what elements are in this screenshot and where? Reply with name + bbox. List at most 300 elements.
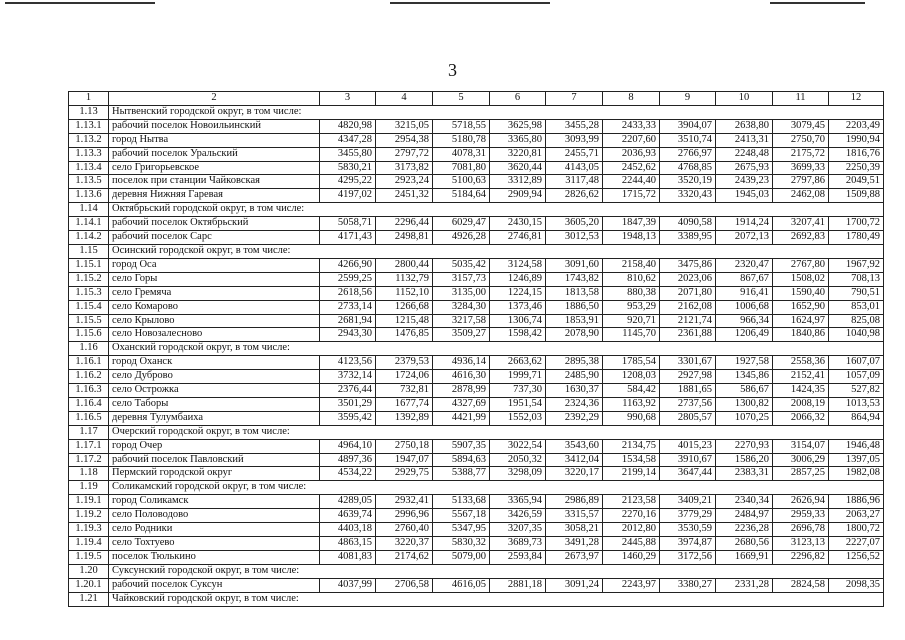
value-cell: 2250,39: [829, 161, 884, 175]
value-cell: 1946,48: [829, 439, 884, 453]
value-cell: 1208,03: [603, 370, 660, 384]
value-cell: 2248,48: [716, 147, 773, 161]
district-name: Октябрьский городской округ, в том числе:: [109, 203, 884, 217]
value-cell: 3006,29: [773, 453, 829, 467]
value-cell: 2663,62: [490, 356, 546, 370]
value-cell: 1813,58: [546, 286, 603, 300]
settlement-name: рабочий поселок Октябрьский: [109, 217, 320, 231]
value-cell: 1586,20: [716, 453, 773, 467]
district-name: Чайковский городской округ, в том числе:: [109, 592, 884, 606]
value-cell: 3620,44: [490, 161, 546, 175]
value-cell: 4289,05: [320, 495, 376, 509]
table-row: [69, 384, 884, 398]
value-cell: 2954,38: [376, 133, 433, 147]
value-cell: 1590,40: [773, 286, 829, 300]
value-cell: 5830,32: [433, 537, 490, 551]
value-cell: 1715,72: [603, 189, 660, 203]
value-cell: 2826,62: [546, 189, 603, 203]
value-cell: 5079,00: [433, 550, 490, 564]
value-cell: 3220,37: [376, 537, 433, 551]
value-cell: 3491,28: [546, 537, 603, 551]
value-cell: 4078,31: [433, 147, 490, 161]
value-cell: 2331,28: [716, 578, 773, 592]
settlement-name: поселок Тюлькино: [109, 550, 320, 564]
table-row: [69, 578, 884, 592]
table-row: [69, 161, 884, 175]
district-name: Суксунский городской округ, в том числе:: [109, 564, 884, 578]
row-code: 1.16.3: [69, 384, 109, 398]
row-code: 1.15.3: [69, 286, 109, 300]
column-header: 4: [376, 92, 433, 106]
value-cell: 2593,84: [490, 550, 546, 564]
value-cell: 3217,58: [433, 314, 490, 328]
settlement-name: город Соликамск: [109, 495, 320, 509]
value-cell: 2455,71: [546, 147, 603, 161]
value-cell: 2320,47: [716, 258, 773, 272]
value-cell: 1948,13: [603, 231, 660, 245]
settlement-name: город Очер: [109, 439, 320, 453]
value-cell: 2243,97: [603, 578, 660, 592]
value-cell: 3389,95: [660, 231, 716, 245]
value-cell: 2675,93: [716, 161, 773, 175]
district-name: Оханский городской округ, в том числе:: [109, 342, 884, 356]
value-cell: 1152,10: [376, 286, 433, 300]
value-cell: 2681,94: [320, 314, 376, 328]
value-cell: 1040,98: [829, 328, 884, 342]
settlement-name: село Дуброво: [109, 370, 320, 384]
settlement-name: город Оханск: [109, 356, 320, 370]
value-cell: 1947,07: [376, 453, 433, 467]
value-cell: 1057,09: [829, 370, 884, 384]
value-cell: 2805,57: [660, 411, 716, 425]
value-cell: 2023,06: [660, 272, 716, 286]
value-cell: 1853,91: [546, 314, 603, 328]
value-cell: 2558,36: [773, 356, 829, 370]
settlement-name: Пермский городской округ: [109, 467, 320, 481]
value-cell: 2207,60: [603, 133, 660, 147]
value-cell: 5035,42: [433, 258, 490, 272]
value-cell: 3091,60: [546, 258, 603, 272]
value-cell: 4123,56: [320, 356, 376, 370]
column-header: 6: [490, 92, 546, 106]
value-cell: 5100,63: [433, 175, 490, 189]
value-cell: 4863,15: [320, 537, 376, 551]
value-cell: 2923,24: [376, 175, 433, 189]
settlement-name: рабочий поселок Павловский: [109, 453, 320, 467]
value-cell: 3117,48: [546, 175, 603, 189]
value-cell: 3315,57: [546, 509, 603, 523]
value-cell: 2012,80: [603, 523, 660, 537]
value-cell: 2927,98: [660, 370, 716, 384]
row-code: 1.13.4: [69, 161, 109, 175]
column-header: 3: [320, 92, 376, 106]
value-cell: 1886,50: [546, 300, 603, 314]
settlement-name: село Крылово: [109, 314, 320, 328]
value-cell: 1677,74: [376, 397, 433, 411]
value-cell: 1306,74: [490, 314, 546, 328]
value-cell: 1132,79: [376, 272, 433, 286]
value-cell: 3779,29: [660, 509, 716, 523]
value-cell: 1780,49: [829, 231, 884, 245]
table-row: [69, 133, 884, 147]
value-cell: 2452,62: [603, 161, 660, 175]
district-name: Соликамский городской округ, в том числе:: [109, 481, 884, 495]
settlement-name: рабочий поселок Суксун: [109, 578, 320, 592]
row-code: 1.20.1: [69, 578, 109, 592]
value-cell: 4534,22: [320, 467, 376, 481]
value-cell: 2986,89: [546, 495, 603, 509]
row-code: 1.15: [69, 244, 109, 258]
value-cell: 990,68: [603, 411, 660, 425]
column-header: 10: [716, 92, 773, 106]
value-cell: 3012,53: [546, 231, 603, 245]
value-cell: 3093,99: [546, 133, 603, 147]
value-cell: 2066,32: [773, 411, 829, 425]
table-row: [69, 411, 884, 425]
value-cell: 3284,30: [433, 300, 490, 314]
row-code: 1.13.5: [69, 175, 109, 189]
value-cell: 790,51: [829, 286, 884, 300]
row-code: 1.19.3: [69, 523, 109, 537]
settlement-name: село Новозалесново: [109, 328, 320, 342]
table-row: [69, 523, 884, 537]
row-code: 1.13.6: [69, 189, 109, 203]
value-cell: 1840,86: [773, 328, 829, 342]
value-cell: 1630,37: [546, 384, 603, 398]
value-cell: 3543,60: [546, 439, 603, 453]
value-cell: 5133,68: [433, 495, 490, 509]
value-cell: 2929,75: [376, 467, 433, 481]
value-cell: 2485,90: [546, 370, 603, 384]
value-cell: 4616,30: [433, 370, 490, 384]
value-cell: 4897,36: [320, 453, 376, 467]
value-cell: 3530,59: [660, 523, 716, 537]
value-cell: 2857,25: [773, 467, 829, 481]
value-cell: 1224,15: [490, 286, 546, 300]
value-cell: 1460,29: [603, 550, 660, 564]
value-cell: 3509,27: [433, 328, 490, 342]
value-cell: 2036,93: [603, 147, 660, 161]
value-cell: 2134,75: [603, 439, 660, 453]
value-cell: 1509,88: [829, 189, 884, 203]
value-cell: 1951,54: [490, 397, 546, 411]
value-cell: 3426,59: [490, 509, 546, 523]
value-cell: 867,67: [716, 272, 773, 286]
value-cell: 1914,24: [716, 217, 773, 231]
value-cell: 4926,28: [433, 231, 490, 245]
row-code: 1.14: [69, 203, 109, 217]
value-cell: 586,67: [716, 384, 773, 398]
value-cell: 1300,82: [716, 397, 773, 411]
value-cell: 4015,23: [660, 439, 716, 453]
value-cell: 1070,25: [716, 411, 773, 425]
value-cell: 3312,89: [490, 175, 546, 189]
value-cell: 1927,58: [716, 356, 773, 370]
table-row: [69, 147, 884, 161]
value-cell: 1373,46: [490, 300, 546, 314]
value-cell: 1669,91: [716, 550, 773, 564]
value-cell: 1886,96: [829, 495, 884, 509]
settlement-name: рабочий поселок Сарс: [109, 231, 320, 245]
value-cell: 916,41: [716, 286, 773, 300]
row-code: 1.14.1: [69, 217, 109, 231]
table-row: [69, 550, 884, 564]
row-code: 1.16.4: [69, 397, 109, 411]
value-cell: 5894,63: [433, 453, 490, 467]
value-cell: 3904,07: [660, 119, 716, 133]
row-code: 1.17.1: [69, 439, 109, 453]
district-name: Осинский городской округ, в том числе:: [109, 244, 884, 258]
value-cell: 2943,30: [320, 328, 376, 342]
value-cell: 2098,35: [829, 578, 884, 592]
value-cell: 3207,35: [490, 523, 546, 537]
value-cell: 2599,25: [320, 272, 376, 286]
value-cell: 2072,13: [716, 231, 773, 245]
value-cell: 4964,10: [320, 439, 376, 453]
value-cell: 2152,41: [773, 370, 829, 384]
settlement-name: рабочий поселок Уральский: [109, 147, 320, 161]
table-row: [69, 328, 884, 342]
value-cell: 4936,14: [433, 356, 490, 370]
value-cell: 853,01: [829, 300, 884, 314]
value-cell: 1816,76: [829, 147, 884, 161]
value-cell: 4820,98: [320, 119, 376, 133]
value-cell: 732,81: [376, 384, 433, 398]
value-cell: 2692,83: [773, 231, 829, 245]
value-cell: 5058,71: [320, 217, 376, 231]
section-row: [69, 425, 884, 439]
value-cell: 2766,97: [660, 147, 716, 161]
value-cell: 1206,49: [716, 328, 773, 342]
table-row: [69, 439, 884, 453]
value-cell: 3365,80: [490, 133, 546, 147]
value-cell: 3022,54: [490, 439, 546, 453]
settlement-name: город Нытва: [109, 133, 320, 147]
value-cell: 3220,81: [490, 147, 546, 161]
value-cell: 2296,44: [376, 217, 433, 231]
value-cell: 2340,34: [716, 495, 773, 509]
settlement-name: село Горы: [109, 272, 320, 286]
value-cell: 5567,18: [433, 509, 490, 523]
top-rule-mid: [390, 2, 550, 4]
value-cell: 3412,04: [546, 453, 603, 467]
value-cell: 737,30: [490, 384, 546, 398]
value-cell: 3475,86: [660, 258, 716, 272]
row-code: 1.13.2: [69, 133, 109, 147]
table-row: [69, 286, 884, 300]
value-cell: 2673,97: [546, 550, 603, 564]
settlement-name: село Родники: [109, 523, 320, 537]
value-cell: 3135,00: [433, 286, 490, 300]
row-code: 1.13.1: [69, 119, 109, 133]
value-cell: 3079,45: [773, 119, 829, 133]
value-cell: 7081,80: [433, 161, 490, 175]
column-header: 11: [773, 92, 829, 106]
page-number: 3: [448, 60, 457, 80]
value-cell: 4347,28: [320, 133, 376, 147]
value-cell: 1476,85: [376, 328, 433, 342]
value-cell: 1982,08: [829, 467, 884, 481]
settlement-name: село Таборы: [109, 397, 320, 411]
table-row: [69, 397, 884, 411]
value-cell: 1256,52: [829, 550, 884, 564]
value-cell: 3647,44: [660, 467, 716, 481]
value-cell: 2680,56: [716, 537, 773, 551]
value-cell: 1999,71: [490, 370, 546, 384]
value-cell: 2071,80: [660, 286, 716, 300]
value-cell: 2881,18: [490, 578, 546, 592]
tariff-table: [68, 91, 884, 607]
table-row: [69, 175, 884, 189]
value-cell: 2227,07: [829, 537, 884, 551]
value-cell: 2797,86: [773, 175, 829, 189]
section-row: [69, 244, 884, 258]
value-cell: 1397,05: [829, 453, 884, 467]
value-cell: 2462,08: [773, 189, 829, 203]
value-cell: 2158,40: [603, 258, 660, 272]
row-code: 1.15.5: [69, 314, 109, 328]
value-cell: 1266,68: [376, 300, 433, 314]
value-cell: 3124,58: [490, 258, 546, 272]
column-header: 1: [69, 92, 109, 106]
settlement-name: село Тохтуево: [109, 537, 320, 551]
value-cell: 2236,28: [716, 523, 773, 537]
value-cell: 1743,82: [546, 272, 603, 286]
value-cell: 3520,19: [660, 175, 716, 189]
table-row: [69, 258, 884, 272]
value-cell: 2750,18: [376, 439, 433, 453]
value-cell: 1652,90: [773, 300, 829, 314]
row-code: 1.18: [69, 467, 109, 481]
section-row: [69, 105, 884, 119]
value-cell: 2063,27: [829, 509, 884, 523]
value-cell: 880,38: [603, 286, 660, 300]
value-cell: 2392,29: [546, 411, 603, 425]
value-cell: 2895,38: [546, 356, 603, 370]
value-cell: 2078,90: [546, 328, 603, 342]
row-code: 1.19.2: [69, 509, 109, 523]
value-cell: 1598,42: [490, 328, 546, 342]
value-cell: 2618,56: [320, 286, 376, 300]
column-header: 9: [660, 92, 716, 106]
value-cell: 1552,03: [490, 411, 546, 425]
row-code: 1.16.2: [69, 370, 109, 384]
value-cell: 1163,92: [603, 397, 660, 411]
value-cell: 4081,83: [320, 550, 376, 564]
value-cell: 3301,67: [660, 356, 716, 370]
value-cell: 3154,07: [773, 439, 829, 453]
table-row: [69, 537, 884, 551]
table-body: [69, 92, 884, 607]
row-code: 1.15.2: [69, 272, 109, 286]
value-cell: 1607,07: [829, 356, 884, 370]
table-row: [69, 356, 884, 370]
value-cell: 3910,67: [660, 453, 716, 467]
value-cell: 2270,16: [603, 509, 660, 523]
row-code: 1.16.5: [69, 411, 109, 425]
section-row: [69, 592, 884, 606]
value-cell: 5907,35: [433, 439, 490, 453]
value-cell: 2199,14: [603, 467, 660, 481]
table-row: [69, 453, 884, 467]
row-code: 1.17: [69, 425, 109, 439]
value-cell: 1800,72: [829, 523, 884, 537]
row-code: 1.15.4: [69, 300, 109, 314]
value-cell: 3172,56: [660, 550, 716, 564]
value-cell: 3298,09: [490, 467, 546, 481]
value-cell: 2909,94: [490, 189, 546, 203]
value-cell: 3058,21: [546, 523, 603, 537]
value-cell: 2433,33: [603, 119, 660, 133]
value-cell: 2123,58: [603, 495, 660, 509]
table-row: [69, 217, 884, 231]
value-cell: 3173,82: [376, 161, 433, 175]
value-cell: 1724,06: [376, 370, 433, 384]
row-code: 1.19: [69, 481, 109, 495]
value-cell: 2824,58: [773, 578, 829, 592]
value-cell: 2626,94: [773, 495, 829, 509]
value-cell: 966,34: [716, 314, 773, 328]
value-cell: 2959,33: [773, 509, 829, 523]
value-cell: 2203,49: [829, 119, 884, 133]
value-cell: 810,62: [603, 272, 660, 286]
value-cell: 2174,62: [376, 550, 433, 564]
value-cell: 2430,15: [490, 217, 546, 231]
settlement-name: город Оса: [109, 258, 320, 272]
value-cell: 1345,86: [716, 370, 773, 384]
row-code: 1.15.1: [69, 258, 109, 272]
value-cell: 2932,41: [376, 495, 433, 509]
value-cell: 3605,20: [546, 217, 603, 231]
value-cell: 2767,80: [773, 258, 829, 272]
value-cell: 2996,96: [376, 509, 433, 523]
table-row: [69, 370, 884, 384]
value-cell: 3510,74: [660, 133, 716, 147]
value-cell: 920,71: [603, 314, 660, 328]
value-cell: 2162,08: [660, 300, 716, 314]
value-cell: 2746,81: [490, 231, 546, 245]
column-header: 12: [829, 92, 884, 106]
section-row: [69, 564, 884, 578]
value-cell: 1624,97: [773, 314, 829, 328]
value-cell: 1013,53: [829, 397, 884, 411]
value-cell: 1945,03: [716, 189, 773, 203]
value-cell: 4143,05: [546, 161, 603, 175]
value-cell: 4639,74: [320, 509, 376, 523]
value-cell: 2361,88: [660, 328, 716, 342]
value-cell: 3732,14: [320, 370, 376, 384]
value-cell: 2121,74: [660, 314, 716, 328]
value-cell: 2451,32: [376, 189, 433, 203]
row-code: 1.19.1: [69, 495, 109, 509]
value-cell: 3699,33: [773, 161, 829, 175]
value-cell: 2439,23: [716, 175, 773, 189]
value-cell: 4421,99: [433, 411, 490, 425]
value-cell: 5718,55: [433, 119, 490, 133]
settlement-name: село Григорьевское: [109, 161, 320, 175]
table-row: [69, 314, 884, 328]
column-header: 8: [603, 92, 660, 106]
value-cell: 2733,14: [320, 300, 376, 314]
settlement-name: поселок при станции Чайковская: [109, 175, 320, 189]
column-header: 2: [109, 92, 320, 106]
value-cell: 2800,44: [376, 258, 433, 272]
value-cell: 3207,41: [773, 217, 829, 231]
table-row: [69, 272, 884, 286]
value-cell: 3455,80: [320, 147, 376, 161]
row-code: 1.14.2: [69, 231, 109, 245]
value-cell: 2638,80: [716, 119, 773, 133]
